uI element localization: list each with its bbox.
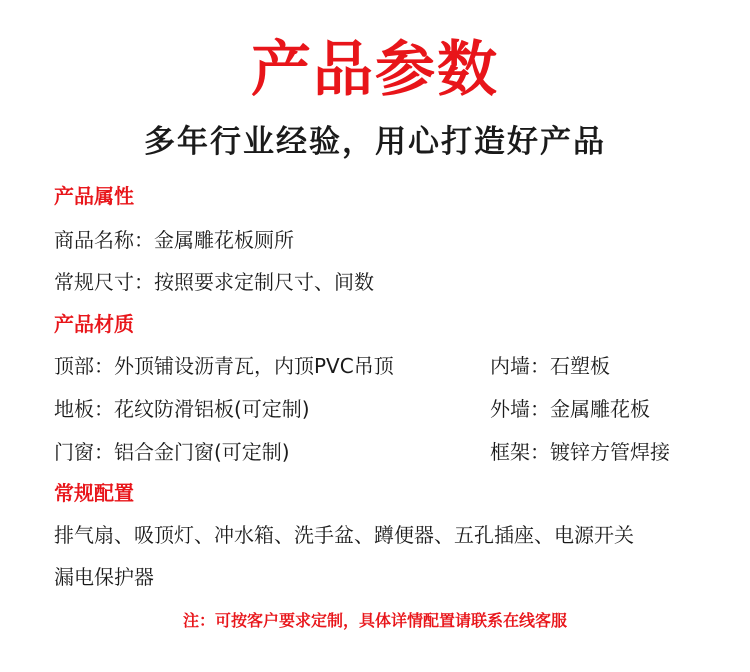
product-name-line: 商品名称：金属雕花板厕所: [54, 228, 294, 252]
config-line-1: 排气扇、吸顶灯、冲水箱、洗手盆、蹲便器、五孔插座、电源开关: [54, 523, 634, 547]
material-inner-wall: 内墙：石塑板: [490, 354, 610, 378]
material-outer-wall: 外墙：金属雕花板: [490, 397, 650, 421]
product-size-line: 常规尺寸：按照要求定制尺寸、间数: [54, 270, 374, 294]
section-heading-attributes: 产品属性: [54, 184, 134, 208]
section-heading-materials: 产品材质: [54, 312, 134, 336]
page-title: 产品参数: [251, 35, 499, 105]
config-line-2: 漏电保护器: [54, 565, 154, 589]
material-door-window: 门窗：铝合金门窗(可定制): [54, 440, 290, 464]
material-roof: 顶部：外顶铺设沥青瓦，内顶PVC吊顶: [54, 354, 394, 378]
customization-note: 注：可按客户要求定制，具体详情配置请联系在线客服: [182, 611, 567, 630]
material-frame: 框架：镀锌方管焊接: [490, 440, 670, 464]
section-heading-config: 常规配置: [54, 481, 134, 505]
page-subtitle: 多年行业经验，用心打造好产品: [144, 124, 606, 160]
material-floor: 地板：花纹防滑铝板(可定制): [54, 397, 310, 421]
